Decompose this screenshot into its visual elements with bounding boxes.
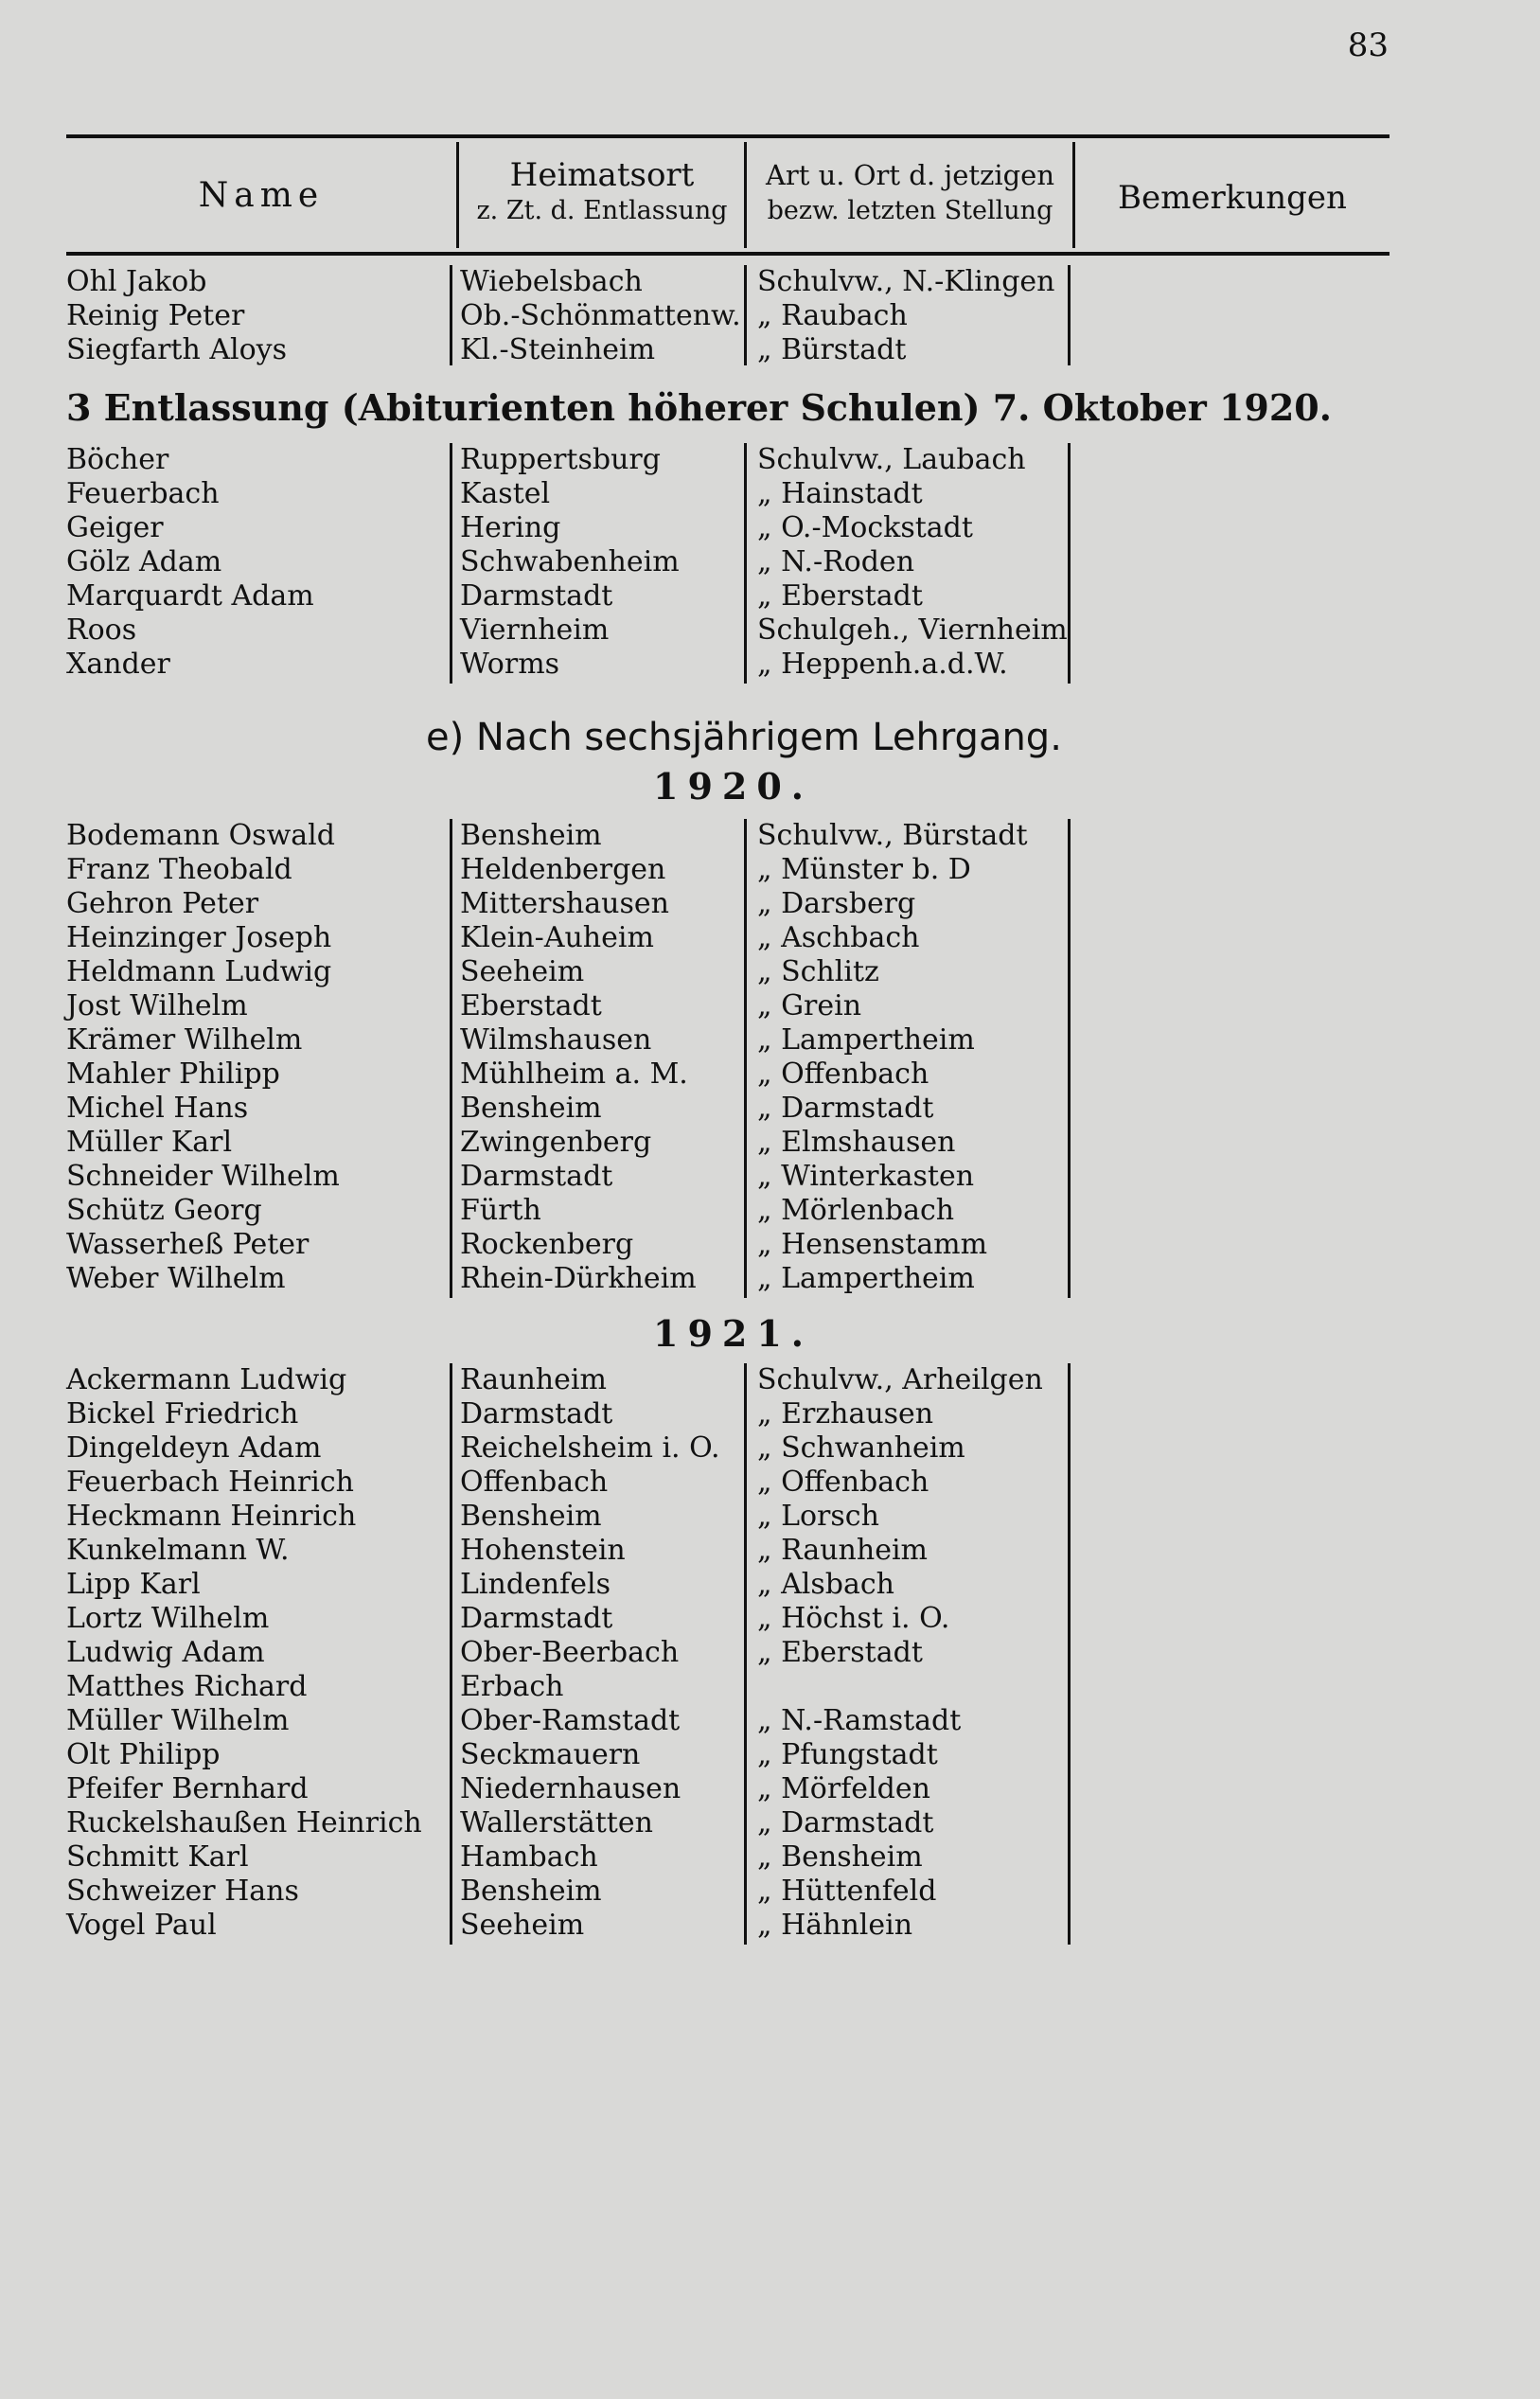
position: „ Hainstadt	[757, 477, 923, 510]
position: „ N.-Ramstadt	[757, 1704, 962, 1737]
position: Schulvw., N.-Klingen	[757, 265, 1055, 298]
position: „ Bürstadt	[757, 333, 907, 366]
person-name: Schneider Wilhelm	[66, 1160, 340, 1193]
person-name: Geiger	[66, 511, 164, 544]
home-place: Mittershausen	[460, 887, 669, 920]
position: „ Mörfelden	[757, 1772, 930, 1805]
person-name: Müller Karl	[66, 1126, 233, 1159]
person-name: Mahler Philipp	[66, 1057, 280, 1091]
home-place: Darmstadt	[460, 1160, 613, 1193]
position: „ Eberstadt	[757, 579, 923, 613]
person-name: Franz Theobald	[66, 853, 292, 886]
person-name: Heldmann Ludwig	[66, 955, 332, 988]
person-name: Lortz Wilhelm	[66, 1602, 270, 1635]
position: „ Heppenh.a.d.W.	[757, 648, 1008, 681]
header-heimatsort-line1: Heimatsort	[509, 156, 695, 194]
home-place: Offenbach	[460, 1466, 609, 1499]
position: „ Lampertheim	[757, 1023, 975, 1057]
home-place: Fürth	[460, 1194, 541, 1227]
person-name: Jost Wilhelm	[66, 989, 248, 1022]
person-name: Olt Philipp	[66, 1738, 221, 1771]
position: „ Schwanheim	[757, 1431, 965, 1465]
group2-positions	[757, 819, 1028, 1296]
person-name: Xander	[66, 648, 170, 681]
position: „ O.-Mockstadt	[757, 511, 973, 544]
home-place: Darmstadt	[460, 1602, 613, 1635]
header-top-rule	[66, 134, 1390, 138]
group3-divider-1	[450, 1363, 452, 1945]
group0-divider-2	[744, 265, 747, 365]
position: Schulvw., Bürstadt	[757, 819, 1028, 852]
group2-names	[66, 819, 340, 1296]
home-place: Ob.-Schönmattenw.	[460, 299, 741, 332]
position: „ Hüttenfeld	[757, 1875, 937, 1908]
home-place: Ruppertsburg	[460, 443, 661, 476]
home-place: Seckmauern	[460, 1738, 641, 1771]
person-name: Feuerbach Heinrich	[66, 1466, 354, 1499]
section-heading-sechsjaehrig: e) Nach sechsjährigem Lehrgang.	[426, 716, 1062, 759]
position: „ Hähnlein	[757, 1909, 913, 1942]
position: Schulvw., Laubach	[757, 443, 1026, 476]
header-name: Name	[198, 176, 325, 215]
position: „ Darsberg	[757, 887, 916, 920]
home-place: Klein-Auheim	[460, 921, 654, 954]
group0-places	[460, 265, 741, 367]
header-stellung-line1: Art u. Ort d. jetzigen	[765, 159, 1055, 191]
header-heimatsort	[460, 157, 744, 229]
position: „ Pfungstadt	[757, 1738, 938, 1771]
position: „ Lorsch	[757, 1500, 879, 1533]
home-place: Darmstadt	[460, 579, 613, 613]
person-name: Müller Wilhelm	[66, 1704, 290, 1737]
home-place: Eberstadt	[460, 989, 602, 1022]
position: „ Münster b. D	[757, 853, 971, 886]
person-name: Feuerbach	[66, 477, 220, 510]
home-place: Raunheim	[460, 1363, 607, 1396]
group2-divider-1	[450, 819, 452, 1298]
person-name: Siegfarth Aloys	[66, 333, 288, 366]
home-place: Wiebelsbach	[460, 265, 643, 298]
position: „ Darmstadt	[757, 1092, 934, 1125]
home-place: Mühlheim a. M.	[460, 1057, 688, 1091]
group1-places	[460, 443, 680, 682]
group2-places	[460, 819, 697, 1296]
position: „ Höchst i. O.	[757, 1602, 950, 1635]
person-name: Ruckelshaußen Heinrich	[66, 1806, 422, 1839]
person-name: Ohl Jakob	[66, 265, 207, 298]
person-name: Reinig Peter	[66, 299, 245, 332]
position	[757, 1670, 1043, 1704]
position: „ Lampertheim	[757, 1262, 975, 1295]
home-place: Niedernhausen	[460, 1772, 681, 1805]
home-place: Bensheim	[460, 819, 602, 852]
header-stellung-line2: bezw. letzten Stellung	[767, 196, 1053, 225]
home-place: Darmstadt	[460, 1397, 613, 1431]
home-place: Ober-Ramstadt	[460, 1704, 681, 1737]
home-place: Hambach	[460, 1840, 598, 1874]
group0-positions	[757, 265, 1054, 367]
person-name: Dingeldeyn Adam	[66, 1431, 322, 1465]
position: „ Elmshausen	[757, 1126, 956, 1159]
person-name: Böcher	[66, 443, 169, 476]
home-place: Kl.-Steinheim	[460, 333, 656, 366]
group3-positions	[757, 1363, 1043, 1943]
person-name: Lipp Karl	[66, 1568, 201, 1601]
home-place: Wallerstätten	[460, 1806, 653, 1839]
position: „ N.-Roden	[757, 545, 915, 578]
header-divider-1	[456, 142, 459, 248]
year-heading-1920: 1920.	[653, 765, 813, 808]
position: „ Aschbach	[757, 921, 920, 954]
group0-names	[66, 265, 287, 367]
position: „ Alsbach	[757, 1568, 894, 1601]
position: „ Raubach	[757, 299, 908, 332]
home-place: Seeheim	[460, 1909, 585, 1942]
person-name: Schweizer Hans	[66, 1875, 299, 1908]
group2-divider-3	[1068, 819, 1071, 1298]
person-name: Vogel Paul	[66, 1909, 217, 1942]
header-heimatsort-line2: z. Zt. d. Entlassung	[476, 196, 728, 225]
person-name: Krämer Wilhelm	[66, 1023, 303, 1057]
group2-divider-2	[744, 819, 747, 1298]
home-place: Bensheim	[460, 1092, 602, 1125]
home-place: Reichelsheim i. O.	[460, 1431, 720, 1465]
header-stellung	[748, 157, 1072, 229]
position: „ Eberstadt	[757, 1636, 923, 1669]
position: „ Grein	[757, 989, 862, 1022]
home-place: Rockenberg	[460, 1228, 634, 1261]
group3-divider-3	[1068, 1363, 1071, 1945]
position: „ Mörlenbach	[757, 1194, 955, 1227]
person-name: Heckmann Heinrich	[66, 1500, 357, 1533]
position: Schulvw., Arheilgen	[757, 1363, 1043, 1396]
person-name: Schütz Georg	[66, 1194, 262, 1227]
person-name: Wasserheß Peter	[66, 1228, 310, 1261]
group3-divider-2	[744, 1363, 747, 1945]
header-bemerkungen: Bemerkungen	[1118, 179, 1347, 217]
person-name: Schmitt Karl	[66, 1840, 249, 1874]
group0-divider-3	[1068, 265, 1071, 365]
position: „ Offenbach	[757, 1466, 929, 1499]
header-bottom-rule	[66, 252, 1390, 256]
position: „ Bensheim	[757, 1840, 923, 1874]
home-place: Worms	[460, 648, 560, 681]
group1-divider-1	[450, 443, 452, 684]
person-name: Roos	[66, 613, 137, 647]
group1-names	[66, 443, 314, 682]
person-name: Marquardt Adam	[66, 579, 314, 613]
group0-divider-1	[450, 265, 452, 365]
home-place: Lindenfels	[460, 1568, 611, 1601]
year-heading-1921: 1921.	[653, 1312, 813, 1355]
home-place: Bensheim	[460, 1500, 602, 1533]
home-place: Wilmshausen	[460, 1023, 652, 1057]
position: Schulgeh., Viernheim	[757, 613, 1068, 647]
home-place: Hering	[460, 511, 561, 544]
position: „ Winterkasten	[757, 1160, 975, 1193]
group3-names	[66, 1363, 422, 1943]
position: „ Hensenstamm	[757, 1228, 988, 1261]
person-name: Ludwig Adam	[66, 1636, 265, 1669]
home-place: Rhein-Dürkheim	[460, 1262, 697, 1295]
person-name: Gehron Peter	[66, 887, 259, 920]
person-name: Pfeifer Bernhard	[66, 1772, 309, 1805]
home-place: Erbach	[460, 1670, 564, 1703]
home-place: Hohenstein	[460, 1534, 626, 1567]
group1-positions	[757, 443, 1068, 682]
group1-divider-2	[744, 443, 747, 684]
home-place: Seeheim	[460, 955, 585, 988]
position: „ Schlitz	[757, 955, 879, 988]
group1-divider-3	[1068, 443, 1071, 684]
person-name: Gölz Adam	[66, 545, 222, 578]
header-divider-3	[1072, 142, 1075, 248]
position: „ Darmstadt	[757, 1806, 934, 1839]
page-number: 83	[1347, 27, 1389, 64]
person-name: Heinzinger Joseph	[66, 921, 332, 954]
position: „ Raunheim	[757, 1534, 928, 1567]
home-place: Kastel	[460, 477, 551, 510]
person-name: Matthes Richard	[66, 1670, 308, 1703]
person-name: Bickel Friedrich	[66, 1397, 299, 1431]
home-place: Heldenbergen	[460, 853, 666, 886]
header-divider-2	[744, 142, 747, 248]
person-name: Ackermann Ludwig	[66, 1363, 347, 1396]
home-place: Schwabenheim	[460, 545, 680, 578]
home-place: Zwingenberg	[460, 1126, 652, 1159]
position: „ Erzhausen	[757, 1397, 934, 1431]
group3-places	[460, 1363, 720, 1943]
person-name: Michel Hans	[66, 1092, 249, 1125]
position: „ Offenbach	[757, 1057, 929, 1091]
person-name: Kunkelmann W.	[66, 1534, 290, 1567]
section-heading-abiturienten: 3 Entlassung (Abiturienten höherer Schulen) 7. Oktober 1920.	[66, 386, 1332, 429]
home-place: Viernheim	[460, 613, 610, 647]
person-name: Weber Wilhelm	[66, 1262, 286, 1295]
person-name: Bodemann Oswald	[66, 819, 335, 852]
home-place: Bensheim	[460, 1875, 602, 1908]
home-place: Ober-Beerbach	[460, 1636, 680, 1669]
